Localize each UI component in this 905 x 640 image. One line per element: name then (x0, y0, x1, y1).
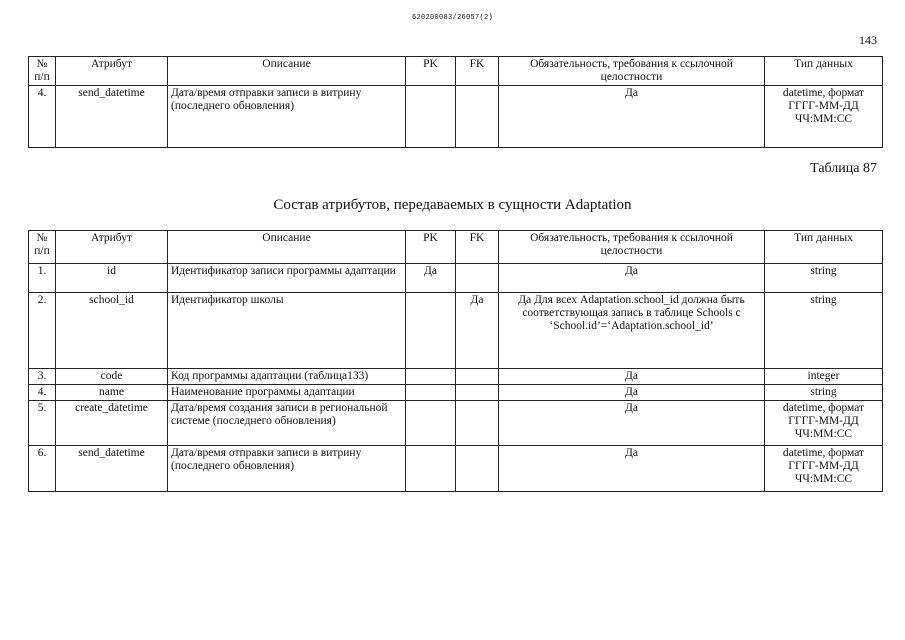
cell-number: 4. (29, 385, 56, 401)
cell-type: string (765, 293, 883, 369)
cell-fk (456, 264, 499, 293)
table-row (29, 264, 883, 293)
cell-attribute: send_datetime (56, 86, 168, 148)
cell-pk (406, 293, 456, 369)
header-cell: Описание (168, 57, 406, 86)
header-cell: № п/п (29, 231, 56, 264)
header-cell: Атрибут (56, 57, 168, 86)
table-label: Таблица 87 (810, 161, 877, 176)
cell-type: datetime, формат ГГГГ-ММ-ДД ЧЧ:ММ:СС (765, 86, 883, 148)
cell-attribute: school_id (56, 293, 168, 369)
cell-description: Идентификатор записи программы адаптации (168, 264, 406, 293)
header-cell: Обязательность, требования к ссылочной целостности (499, 231, 765, 264)
cell-type: datetime, формат ГГГГ-ММ-ДД ЧЧ:ММ:СС (765, 401, 883, 446)
cell-attribute: code (56, 369, 168, 385)
cell-attribute: name (56, 385, 168, 401)
cell-pk (406, 369, 456, 385)
cell-type: string (765, 264, 883, 293)
cell-requirement: Да (499, 401, 765, 446)
header-cell: FK (456, 57, 499, 86)
header-cell: Атрибут (56, 231, 168, 264)
cell-attribute: send_datetime (56, 446, 168, 492)
cell-fk (456, 401, 499, 446)
cell-requirement: Да (499, 264, 765, 293)
table-row (29, 369, 883, 385)
cell-requirement: Да Для всех Adaptation.school_id должна быть соответствующая запись в таблице Schools с ‘School.id’=‘Adaptation.school_id’ (499, 293, 765, 369)
adaptation-attributes-table (28, 230, 883, 492)
table-row (29, 446, 883, 492)
attributes-table-continued (28, 56, 883, 148)
cell-pk (406, 86, 456, 148)
table-title: Состав атрибутов, передаваемых в сущности Adaptation (273, 197, 632, 213)
cell-fk (456, 86, 499, 148)
cell-number: 4. (29, 86, 56, 148)
cell-type: datetime, формат ГГГГ-ММ-ДД ЧЧ:ММ:СС (765, 446, 883, 492)
cell-type: integer (765, 369, 883, 385)
cell-fk (456, 446, 499, 492)
cell-number: 2. (29, 293, 56, 369)
header-cell: № п/п (29, 57, 56, 86)
cell-attribute: create_datetime (56, 401, 168, 446)
cell-requirement: Да (499, 86, 765, 148)
header-cell: Тип данных (765, 57, 883, 86)
cell-requirement: Да (499, 446, 765, 492)
header-cell: Описание (168, 231, 406, 264)
header-cell: Обязательность, требования к ссылочной целостности (499, 57, 765, 86)
cell-number: 5. (29, 401, 56, 446)
document-id: 620200083/26057(2) (411, 14, 493, 22)
page-number: 143 (859, 33, 877, 47)
cell-number: 3. (29, 369, 56, 385)
header-cell: PK (406, 57, 456, 86)
cell-fk (456, 385, 499, 401)
cell-number: 6. (29, 446, 56, 492)
cell-description: Наименование программы адаптации (168, 385, 406, 401)
cell-requirement: Да (499, 369, 765, 385)
table-row (29, 293, 883, 369)
header-cell: FK (456, 231, 499, 264)
cell-number: 1. (29, 264, 56, 293)
cell-pk (406, 385, 456, 401)
header-cell: Тип данных (765, 231, 883, 264)
cell-requirement: Да (499, 385, 765, 401)
cell-attribute: id (56, 264, 168, 293)
cell-description: Код программы адаптации (таблица133) (168, 369, 406, 385)
cell-pk (406, 401, 456, 446)
cell-description: Дата/время отправки записи в витрину (последнего обновления) (168, 86, 406, 148)
cell-description: Дата/время отправки записи в витрину (последнего обновления) (168, 446, 406, 492)
table-row (29, 385, 883, 401)
table-row (29, 86, 883, 148)
cell-pk: Да (406, 264, 456, 293)
cell-description: Дата/время создания записи в региональной системе (последнего обновления) (168, 401, 406, 446)
cell-type: string (765, 385, 883, 401)
table-header-row (29, 231, 883, 264)
header-cell: PK (406, 231, 456, 264)
table-row (29, 401, 883, 446)
cell-pk (406, 446, 456, 492)
table-header-row (29, 57, 883, 86)
cell-description: Идентификатор школы (168, 293, 406, 369)
cell-fk (456, 369, 499, 385)
cell-fk: Да (456, 293, 499, 369)
